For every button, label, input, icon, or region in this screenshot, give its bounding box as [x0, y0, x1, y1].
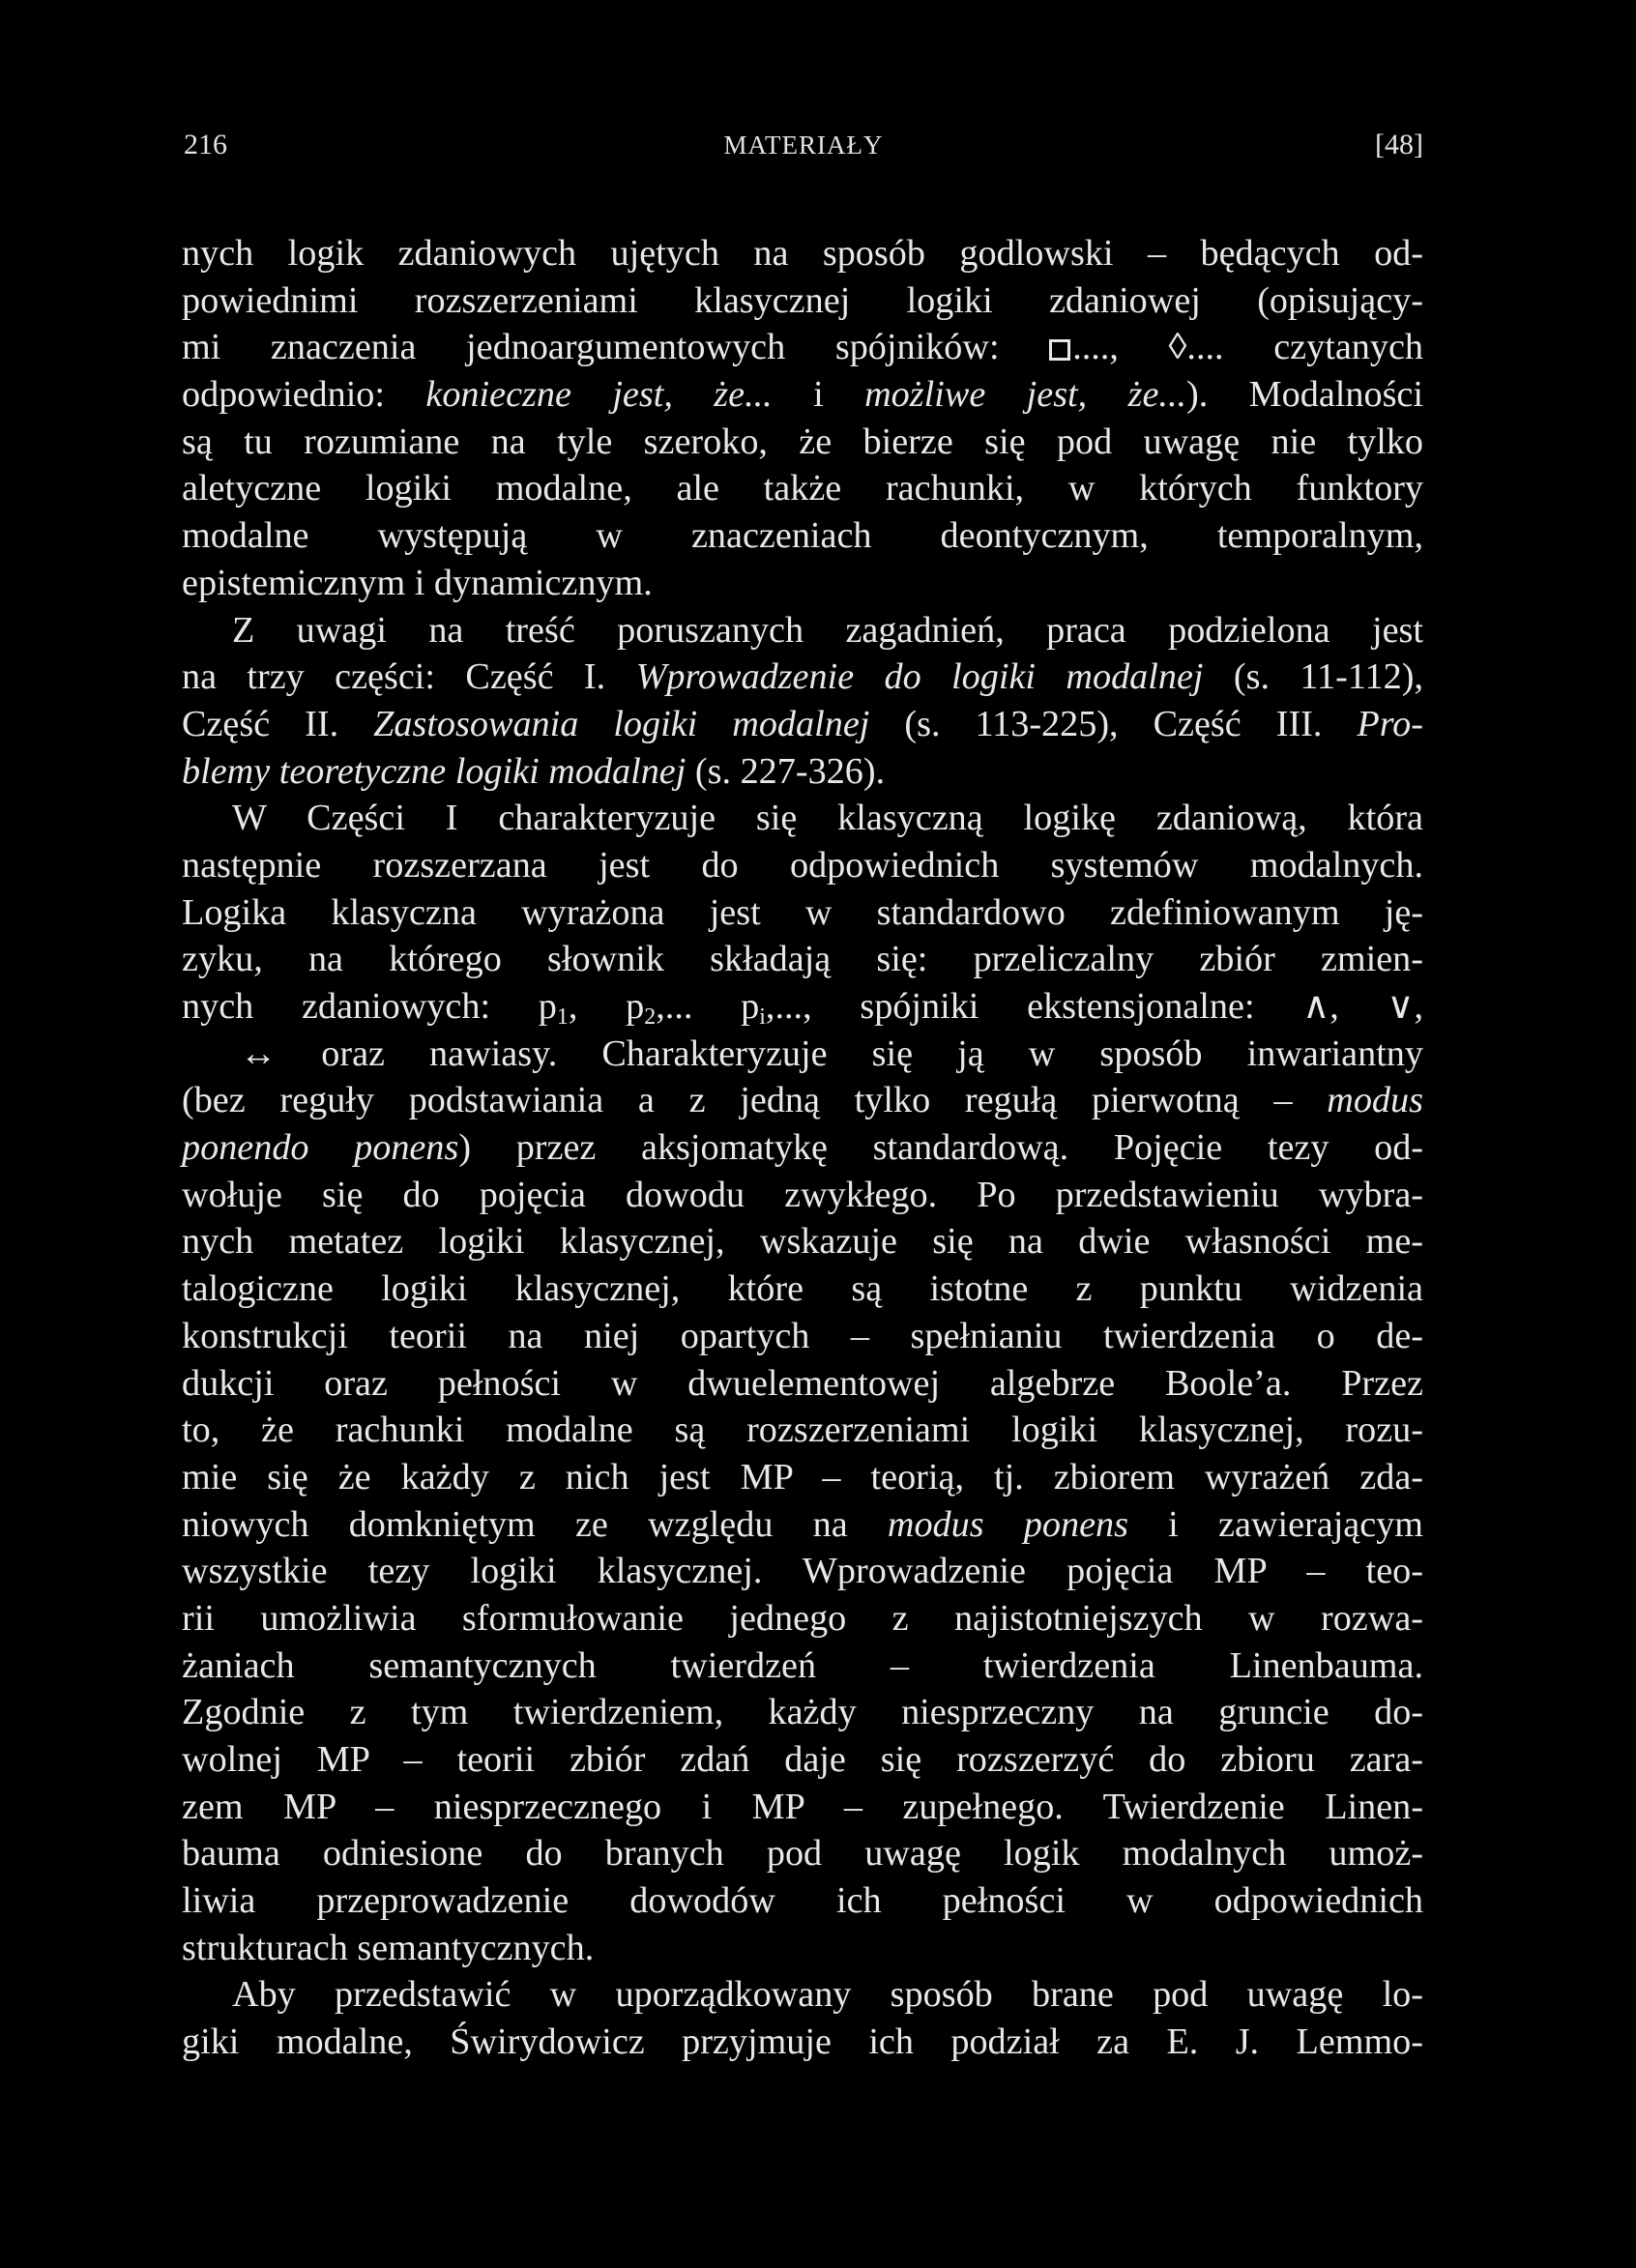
text-line: [182, 936, 1423, 983]
text-line: [182, 371, 1423, 419]
text-run: i zawierającym: [1127, 1503, 1424, 1545]
text-line: [182, 465, 1423, 512]
text-line: [182, 560, 1423, 607]
text-run: wolnej MP – teorii zbiór zdań daje się rozszerzyć do zbioru zara-: [182, 1739, 1423, 1780]
text-run: zyku, na którego słownik składają się: przeliczalny zbiór zmien-: [182, 939, 1423, 980]
text-run: Logika klasyczna wyrażona jest w standardowo zdefiniowanym ję-: [182, 891, 1423, 933]
text-line: [182, 889, 1423, 937]
text-run: Aby przedstawić w uporządkowany sposób brane pod uwagę lo-: [232, 1974, 1423, 2016]
text-line: [182, 1784, 1423, 1831]
text-run: następnie rozszerzana jest do odpowiednich systemów modalnych.: [182, 844, 1423, 886]
text-run: mi znaczenia jednoargumentowych spójników:: [182, 327, 1050, 368]
text-run: giki modalne, Świrydowicz przyjmuje ich podział za E. J. Lemmo-: [182, 2021, 1423, 2063]
text-run: epistemicznym i dynamicznym.: [182, 562, 653, 603]
text-line: [182, 1971, 1423, 2019]
italic-text: Pro-: [1357, 703, 1423, 744]
text-run: na trzy części: Część I.: [182, 656, 636, 698]
text-line: [182, 1265, 1423, 1313]
text-run: ). Modalności: [1186, 374, 1423, 416]
body-text: [182, 230, 1423, 2066]
italic-text: modus: [1327, 1080, 1423, 1121]
text-line: [182, 1218, 1423, 1265]
text-line: [182, 842, 1423, 889]
text-line: [182, 1454, 1423, 1501]
italic-text: modus ponens: [887, 1503, 1128, 1545]
text-run: (s. 113-225), Część III.: [869, 703, 1358, 744]
text-run: (s. 227-326).: [686, 750, 886, 792]
text-run: i: [772, 374, 865, 416]
text-line: [182, 1830, 1423, 1877]
text-run: odpowiednio:: [182, 374, 426, 416]
text-run: (bez reguły podstawiania a z jedną tylko regułą pierwotną –: [182, 1080, 1328, 1121]
text-line: [182, 2019, 1423, 2066]
page-number: 216: [184, 129, 227, 160]
text-line: [182, 1031, 1423, 1078]
subscript: 1: [556, 1004, 569, 1030]
text-line: [182, 1595, 1423, 1643]
italic-text: blemy teoretyczne logiki modalnej: [182, 750, 687, 792]
text-run: mie się że każdy z nich jest MP – teorią, tj. zbiorem wyrażeń zda-: [182, 1456, 1423, 1497]
issue-reference: [48]: [1375, 129, 1423, 160]
text-line: [182, 1124, 1423, 1172]
text-run: ) przez aksjomatykę standardową. Pojęcie tezy od-: [458, 1127, 1423, 1169]
text-line: [182, 1925, 1423, 1972]
text-run: liwia przeprowadzenie dowodów ich pełności w odpowiednich: [182, 1880, 1423, 1922]
subscript: i: [759, 1004, 766, 1030]
text-line: [182, 1689, 1423, 1736]
text-run: (s. 11-112),: [1203, 656, 1423, 698]
text-line: [182, 1172, 1423, 1219]
italic-text: ponendo ponens: [182, 1127, 459, 1169]
text-run: niowych domkniętym ze względu na: [182, 1503, 888, 1545]
text-line: [182, 654, 1423, 701]
text-line: [182, 795, 1423, 842]
text-run: ↔ oraz nawiasy. Charakteryzuje się ją w sposób inwariantny: [240, 1032, 1423, 1074]
text-run: rii umożliwia sformułowanie jednego z najistotniejszych w rozwa-: [182, 1597, 1423, 1639]
italic-text: Zastosowania logiki modalnej: [373, 703, 870, 744]
text-run: dukcji oraz pełności w dwuelementowej algebrze Boole’a. Przez: [182, 1362, 1423, 1404]
text-line: [182, 1877, 1423, 1925]
text-run: żaniach semantycznych twierdzeń – twierdzenia Linenbauma.: [182, 1644, 1423, 1686]
text-line: [182, 607, 1423, 654]
text-line: [182, 1643, 1423, 1690]
text-run: nych logik zdaniowych ujętych na sposób godlowski – będących od-: [182, 233, 1423, 274]
text-run: Zgodnie z tym twierdzeniem, każdy niesprzeczny na gruncie do-: [182, 1692, 1423, 1733]
text-line: [182, 512, 1423, 560]
running-title: MATERIAŁY: [723, 131, 884, 160]
text-run: zem MP – niesprzecznego i MP – zupełnego. Twierdzenie Linen-: [182, 1786, 1423, 1827]
text-run: konstrukcji teorii na niej opartych – spełnianiu twierdzenia o de-: [182, 1315, 1423, 1356]
page-header: [184, 129, 1423, 177]
text-line: [182, 1077, 1423, 1124]
text-line: [182, 1501, 1423, 1549]
text-run: powiednimi rozszerzeniami klasycznej logiki zdaniowej (opisujący-: [182, 279, 1423, 321]
italic-text: możliwe jest, że...: [864, 374, 1187, 416]
text-run: modalne występują w znaczeniach deontycznym, temporalnym,: [182, 515, 1423, 557]
text-line: [182, 324, 1423, 371]
text-run: ,..., spójniki ekstensjonalne: ∧, ∨,: [765, 986, 1423, 1027]
text-line: [182, 277, 1423, 325]
text-run: nych zdaniowych: p: [182, 986, 557, 1027]
text-line: [182, 1313, 1423, 1360]
text-run: wołuje się do pojęcia dowodu zwykłego. Po przedstawieniu wybra-: [182, 1174, 1423, 1215]
text-line: [182, 230, 1423, 277]
text-run: W Części I charakteryzuje się klasyczną logikę zdaniową, która: [232, 798, 1423, 839]
text-run: talogiczne logiki klasycznej, które są istotne z punktu widzenia: [182, 1268, 1423, 1310]
text-line: [182, 419, 1423, 466]
text-run: aletyczne logiki modalne, ale także rachunki, w których funktory: [182, 468, 1423, 509]
text-line: [182, 1548, 1423, 1595]
text-run: Z uwagi na treść poruszanych zagadnień, praca podzielona jest: [232, 609, 1423, 651]
text-run: ,... p: [656, 986, 760, 1027]
text-run: są tu rozumiane na tyle szeroko, że bierze się pod uwagę nie tylko: [182, 421, 1423, 462]
text-run: to, że rachunki modalne są rozszerzeniami logiki klasycznej, rozu-: [182, 1410, 1423, 1451]
text-line: [182, 1736, 1423, 1784]
text-line: [182, 1407, 1423, 1454]
text-run: ...., ◊.... czytanych: [1072, 327, 1423, 368]
text-run: , p: [568, 986, 645, 1027]
text-line: [182, 1360, 1423, 1408]
italic-text: Wprowadzenie do logiki modalnej: [635, 656, 1204, 698]
text-run: wszystkie tezy logiki klasycznej. Wprowadzenie pojęcia MP – teo-: [182, 1551, 1423, 1592]
text-run: strukturach semantycznych.: [182, 1927, 595, 1968]
text-run: bauma odniesione do branych pod uwagę logik modalnych umoż-: [182, 1833, 1423, 1875]
text-line: [182, 701, 1423, 748]
necessity-box-symbol: [1049, 339, 1070, 361]
italic-text: konieczne jest, że...: [425, 374, 773, 416]
text-run: Część II.: [182, 703, 374, 744]
text-line: [182, 983, 1423, 1031]
text-line: [182, 748, 1423, 796]
subscript: 2: [644, 1004, 657, 1030]
text-run: nych metatez logiki klasycznej, wskazuje się na dwie własności me-: [182, 1221, 1423, 1263]
